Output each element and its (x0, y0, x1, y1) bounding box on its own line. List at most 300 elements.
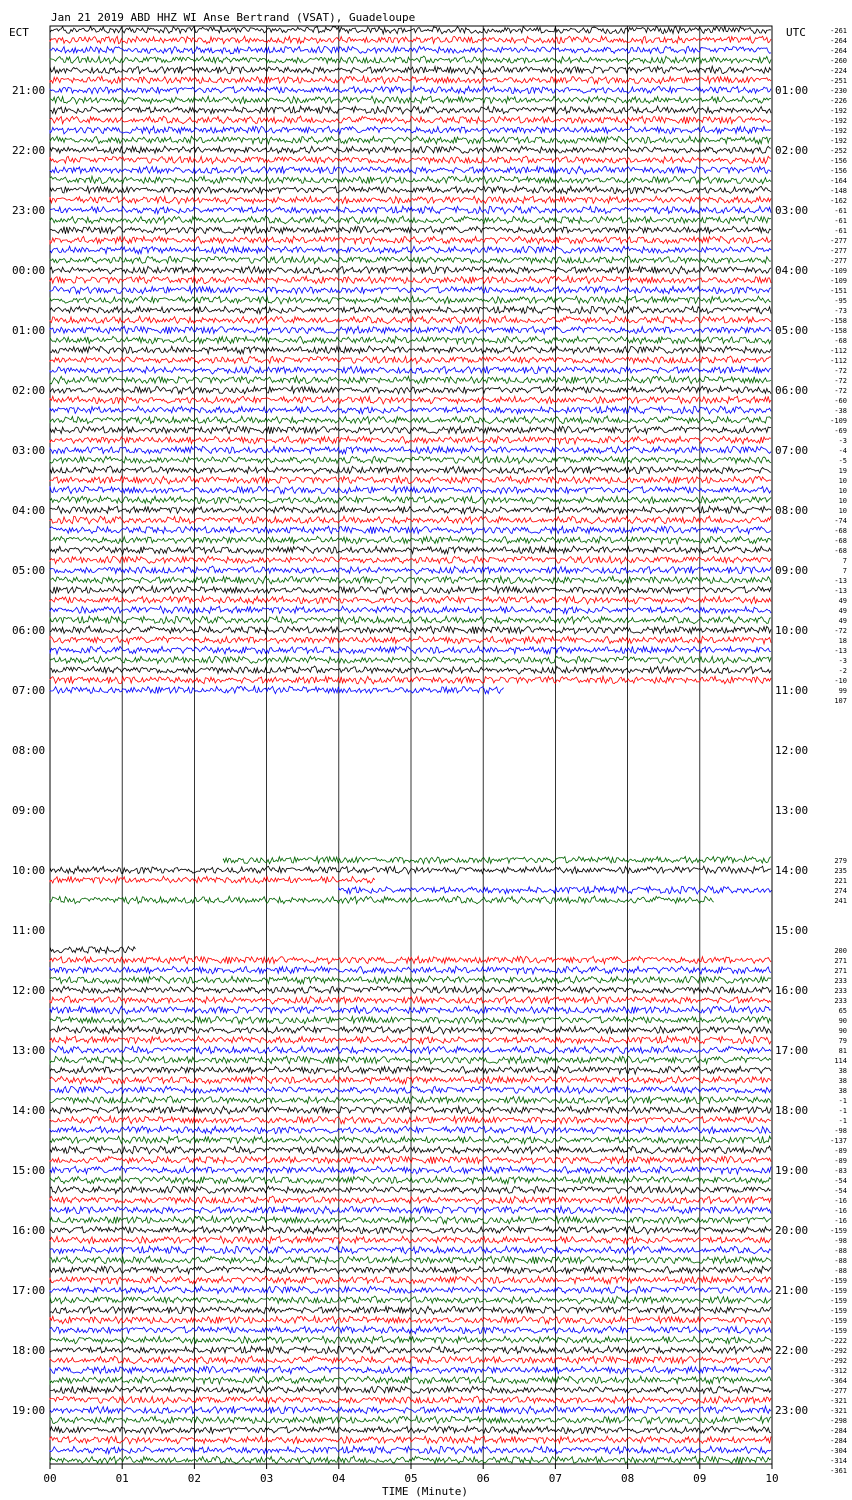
trace-line-118 (50, 1206, 771, 1214)
trace-line-93 (50, 956, 771, 964)
offset-label: 79 (838, 1037, 847, 1045)
offset-label: -264 (830, 37, 847, 45)
ect-hour-label: 05:00 (12, 564, 46, 577)
offset-label: -159 (830, 1317, 847, 1325)
trace-line-11 (50, 136, 771, 144)
trace-line-126 (50, 1286, 771, 1293)
offset-label: -321 (830, 1397, 847, 1405)
offset-label: -73 (834, 307, 847, 315)
trace-line-121 (50, 1236, 771, 1244)
offset-label: -60 (834, 397, 847, 405)
offset-label: -151 (830, 287, 847, 295)
offset-label: -277 (830, 247, 847, 255)
ect-hour-label: 21:00 (12, 84, 46, 97)
ect-hour-label: 15:00 (12, 1164, 46, 1177)
offset-label: 10 (838, 497, 847, 505)
trace-line-95 (50, 976, 771, 984)
right-axis-header: UTC (786, 26, 806, 39)
trace-line-130 (50, 1326, 771, 1334)
offset-label: 81 (838, 1047, 847, 1055)
offset-label: -109 (830, 417, 847, 425)
trace-line-13 (50, 156, 771, 164)
trace-line-135 (50, 1376, 771, 1384)
trace-line-116 (50, 1186, 771, 1193)
offset-label: -361 (830, 1467, 847, 1475)
utc-hour-label: 10:00 (775, 624, 809, 637)
offset-label: -159 (830, 1297, 847, 1305)
offset-label: -16 (834, 1197, 847, 1205)
trace-line-87 (50, 896, 714, 904)
ect-hour-label: 19:00 (12, 1404, 46, 1417)
trace-line-31 (50, 336, 771, 344)
utc-hour-label: 19:00 (775, 1164, 809, 1177)
offset-label: -1 (838, 1117, 847, 1125)
trace-line-110 (50, 1126, 771, 1134)
utc-hour-label: 22:00 (775, 1344, 809, 1357)
offset-label: -312 (830, 1367, 847, 1375)
ect-hour-label: 16:00 (12, 1224, 46, 1237)
offset-label: -4 (838, 447, 847, 455)
trace-line-97 (50, 996, 771, 1004)
offset-label: -54 (834, 1177, 847, 1185)
offset-label: -159 (830, 1307, 847, 1315)
ect-hour-label: 04:00 (12, 504, 46, 517)
ect-hour-label: 12:00 (12, 984, 46, 997)
trace-line-54 (50, 566, 771, 574)
trace-line-39 (50, 416, 771, 424)
trace-line-105 (50, 1076, 771, 1084)
trace-line-104 (50, 1066, 771, 1074)
offset-label: -61 (834, 227, 847, 235)
trace-line-140 (50, 1426, 771, 1433)
trace-line-48 (50, 506, 771, 514)
offset-label: 274 (834, 887, 847, 895)
trace-line-114 (50, 1166, 771, 1174)
offset-label: 221 (834, 877, 847, 885)
offset-label: 65 (838, 1007, 847, 1015)
trace-line-113 (50, 1156, 771, 1164)
x-tick-label: 06 (476, 1472, 490, 1485)
utc-hour-label: 04:00 (775, 264, 809, 277)
x-tick-label: 09 (693, 1472, 707, 1485)
trace-line-102 (50, 1046, 771, 1054)
utc-hour-label: 17:00 (775, 1044, 809, 1057)
offset-label: -159 (830, 1287, 847, 1295)
chart-title: Jan 21 2019 ABD HHZ WI Anse Bertrand (VSAT), Guadeloupe (51, 11, 416, 24)
ect-hour-label: 11:00 (12, 924, 46, 937)
trace-line-120 (50, 1226, 771, 1234)
ect-hour-label: 08:00 (12, 744, 46, 757)
offset-label: 233 (834, 977, 847, 985)
offset-label: -159 (830, 1227, 847, 1235)
offset-label: -1 (838, 1097, 847, 1105)
trace-line-37 (50, 396, 771, 404)
ect-hour-label: 18:00 (12, 1344, 46, 1357)
offset-label: -164 (830, 177, 847, 185)
offset-label: 38 (838, 1077, 847, 1085)
trace-line-30 (50, 326, 771, 334)
offset-label: -222 (830, 1337, 847, 1345)
offset-label: 10 (838, 477, 847, 485)
offset-label: -156 (830, 157, 847, 165)
offset-label: -314 (830, 1457, 847, 1465)
trace-line-19 (50, 216, 771, 224)
offset-label: -292 (830, 1357, 847, 1365)
trace-line-109 (50, 1116, 771, 1124)
utc-hour-label: 02:00 (775, 144, 809, 157)
trace-line-84 (50, 866, 771, 874)
trace-line-65 (50, 676, 771, 684)
trace-line-111 (50, 1136, 771, 1144)
offset-label: 7 (842, 567, 847, 575)
trace-line-128 (50, 1306, 771, 1314)
trace-line-2 (50, 46, 771, 54)
trace-line-131 (50, 1336, 771, 1344)
utc-hour-label: 23:00 (775, 1404, 809, 1417)
x-tick-label: 08 (620, 1472, 635, 1485)
trace-line-136 (50, 1386, 771, 1394)
trace-line-53 (50, 556, 771, 563)
trace-line-132 (50, 1346, 771, 1354)
offset-label: -109 (830, 277, 847, 285)
x-tick-label: 10 (765, 1472, 779, 1485)
offset-label: -284 (830, 1437, 847, 1445)
trace-line-43 (50, 456, 771, 463)
offset-label: -284 (830, 1427, 847, 1435)
trace-line-62 (50, 646, 771, 654)
trace-line-45 (50, 476, 771, 484)
ect-hour-label: 00:00 (12, 264, 46, 277)
offset-label: -13 (834, 577, 847, 585)
utc-hour-label: 21:00 (775, 1284, 809, 1297)
offset-label: -13 (834, 587, 847, 595)
offset-label: 241 (834, 897, 847, 905)
trace-line-20 (50, 226, 771, 234)
trace-line-32 (50, 346, 771, 354)
utc-hour-label: 18:00 (775, 1104, 809, 1117)
ect-hour-labels (12, 84, 45, 1417)
offset-label: -148 (830, 187, 847, 195)
x-tick-label: 07 (548, 1472, 563, 1485)
trace-line-4 (50, 66, 771, 74)
offset-label: -292 (830, 1347, 847, 1355)
offset-label: -156 (830, 167, 847, 175)
trace-line-99 (50, 1016, 771, 1023)
utc-hour-label: 05:00 (775, 324, 809, 337)
trace-line-56 (50, 586, 771, 594)
trace-line-63 (50, 656, 771, 663)
ect-hour-label: 07:00 (12, 684, 46, 697)
trace-line-5 (50, 76, 771, 84)
offset-label: -112 (830, 357, 847, 365)
offset-label: -192 (830, 127, 847, 135)
offset-label: 271 (834, 967, 847, 975)
offset-label: -3 (838, 437, 847, 445)
offset-label: 90 (838, 1017, 847, 1025)
offset-label: -277 (830, 1387, 847, 1395)
offset-label: -61 (834, 217, 847, 225)
offset-label: -68 (834, 527, 847, 535)
trace-line-123 (50, 1256, 771, 1264)
trace-line-40 (50, 426, 771, 434)
trace-line-127 (50, 1296, 771, 1304)
x-axis-ticks (43, 1464, 778, 1485)
trace-line-55 (50, 576, 771, 584)
trace-offset-labels (830, 27, 847, 1475)
ect-hour-label: 14:00 (12, 1104, 46, 1117)
trace-line-66 (50, 686, 504, 694)
trace-line-1 (50, 36, 771, 44)
trace-line-83 (223, 856, 770, 863)
offset-label: -260 (830, 57, 847, 65)
trace-line-10 (50, 126, 771, 134)
trace-line-35 (50, 376, 771, 384)
offset-label: -364 (830, 1377, 847, 1385)
offset-label: -69 (834, 427, 847, 435)
x-tick-label: 05 (404, 1472, 418, 1485)
trace-line-141 (50, 1436, 771, 1444)
offset-label: -95 (834, 297, 847, 305)
left-axis-header: ECT (9, 26, 29, 39)
trace-line-0 (50, 26, 771, 34)
offset-label: -89 (834, 1157, 847, 1165)
offset-label: 49 (838, 607, 847, 615)
trace-line-134 (50, 1366, 771, 1374)
offset-label: -192 (830, 107, 847, 115)
trace-line-143 (50, 1456, 771, 1464)
offset-label: -74 (834, 517, 847, 525)
utc-hour-label: 03:00 (775, 204, 809, 217)
offset-label: 99 (838, 687, 847, 695)
offset-label: -261 (830, 27, 847, 35)
trace-line-112 (50, 1146, 771, 1154)
offset-label: 10 (838, 507, 847, 515)
trace-line-23 (50, 256, 771, 264)
utc-hour-label: 16:00 (775, 984, 809, 997)
trace-line-117 (50, 1196, 771, 1204)
trace-line-33 (50, 356, 771, 364)
offset-label: -68 (834, 547, 847, 555)
offset-label: 38 (838, 1067, 847, 1075)
offset-label: -5 (838, 457, 847, 465)
trace-line-60 (50, 626, 771, 634)
offset-label: 7 (842, 557, 847, 565)
offset-label: 10 (838, 487, 847, 495)
trace-line-8 (50, 106, 771, 114)
trace-line-26 (50, 286, 771, 293)
trace-line-12 (50, 146, 771, 154)
trace-line-21 (50, 236, 771, 244)
offset-label: -72 (834, 387, 847, 395)
offset-label: -264 (830, 47, 847, 55)
trace-line-9 (50, 116, 771, 124)
trace-line-18 (50, 206, 771, 214)
offset-label: -137 (830, 1137, 847, 1145)
offset-label: 107 (834, 697, 847, 705)
utc-hour-label: 20:00 (775, 1224, 809, 1237)
trace-line-29 (50, 316, 771, 324)
x-tick-label: 01 (115, 1472, 129, 1485)
ect-hour-label: 01:00 (12, 324, 46, 337)
offset-label: -61 (834, 207, 847, 215)
offset-label: 49 (838, 597, 847, 605)
ect-hour-label: 13:00 (12, 1044, 46, 1057)
ect-hour-label: 17:00 (12, 1284, 46, 1297)
trace-line-50 (50, 526, 771, 534)
offset-label: -3 (838, 657, 847, 665)
trace-line-85 (50, 876, 375, 883)
offset-label: -10 (834, 677, 847, 685)
trace-line-17 (50, 196, 771, 204)
offset-label: -83 (834, 1167, 847, 1175)
trace-line-137 (50, 1396, 771, 1404)
offset-label: -68 (834, 537, 847, 545)
ect-hour-label: 02:00 (12, 384, 46, 397)
trace-line-42 (50, 446, 771, 454)
ect-hour-label: 23:00 (12, 204, 46, 217)
trace-line-125 (50, 1276, 771, 1284)
trace-line-61 (50, 636, 771, 644)
trace-line-47 (50, 496, 771, 504)
offset-label: -16 (834, 1207, 847, 1215)
trace-line-107 (50, 1096, 771, 1104)
offset-label: -109 (830, 267, 847, 275)
utc-hour-label: 12:00 (775, 744, 809, 757)
utc-hour-label: 14:00 (775, 864, 809, 877)
trace-line-22 (50, 246, 771, 254)
trace-line-142 (50, 1446, 771, 1454)
trace-line-57 (50, 596, 771, 604)
trace-line-28 (50, 306, 771, 314)
offset-label: -277 (830, 237, 847, 245)
offset-label: 114 (834, 1057, 847, 1065)
offset-label: -88 (834, 1267, 847, 1275)
offset-label: -88 (834, 1247, 847, 1255)
x-tick-label: 04 (332, 1472, 346, 1485)
trace-line-58 (50, 606, 771, 614)
offset-label: 200 (834, 947, 847, 955)
trace-line-44 (50, 466, 771, 474)
trace-line-124 (50, 1266, 771, 1274)
utc-hour-label: 13:00 (775, 804, 809, 817)
offset-label: 90 (838, 1027, 847, 1035)
offset-label: -72 (834, 627, 847, 635)
offset-label: -192 (830, 137, 847, 145)
trace-line-46 (50, 486, 771, 494)
x-tick-label: 00 (43, 1472, 57, 1485)
x-tick-label: 02 (187, 1472, 202, 1485)
offset-label: 271 (834, 957, 847, 965)
utc-hour-label: 06:00 (775, 384, 809, 397)
trace-line-106 (50, 1086, 771, 1093)
trace-line-41 (50, 436, 771, 444)
offset-label: -72 (834, 367, 847, 375)
offset-label: 235 (834, 867, 847, 875)
offset-label: -98 (834, 1127, 847, 1135)
trace-line-101 (50, 1036, 771, 1044)
offset-label: -251 (830, 77, 847, 85)
trace-line-38 (50, 406, 771, 414)
offset-label: -88 (834, 1257, 847, 1265)
trace-line-139 (50, 1416, 771, 1424)
utc-hour-label: 08:00 (775, 504, 809, 517)
offset-label: -192 (830, 117, 847, 125)
trace-line-59 (50, 616, 771, 624)
trace-line-7 (50, 96, 771, 104)
x-tick-label: 03 (259, 1472, 274, 1485)
trace-line-103 (50, 1056, 771, 1064)
trace-line-64 (50, 666, 771, 674)
trace-line-96 (50, 986, 771, 993)
x-axis-label: TIME (Minute) (381, 1485, 469, 1498)
trace-line-49 (50, 516, 771, 524)
offset-label: 233 (834, 987, 847, 995)
trace-line-122 (50, 1246, 771, 1254)
offset-label: -277 (830, 257, 847, 265)
offset-label: -304 (830, 1447, 847, 1455)
offset-label: 19 (838, 467, 847, 475)
trace-line-16 (50, 186, 771, 193)
offset-label: -162 (830, 197, 847, 205)
utc-hour-label: 15:00 (775, 924, 809, 937)
trace-line-98 (50, 1006, 771, 1014)
offset-label: 233 (834, 997, 847, 1005)
offset-label: -226 (830, 97, 847, 105)
utc-hour-label: 01:00 (775, 84, 809, 97)
trace-line-108 (50, 1106, 771, 1114)
offset-label: -112 (830, 347, 847, 355)
offset-label: -224 (830, 67, 847, 75)
trace-line-115 (50, 1176, 771, 1184)
offset-label: 18 (838, 637, 847, 645)
offset-label: -230 (830, 87, 847, 95)
trace-line-25 (50, 276, 771, 284)
offset-label: -158 (830, 327, 847, 335)
utc-hour-label: 07:00 (775, 444, 809, 457)
offset-label: 49 (838, 617, 847, 625)
utc-hour-label: 11:00 (775, 684, 809, 697)
utc-hour-label: 09:00 (775, 564, 809, 577)
trace-line-138 (50, 1406, 771, 1414)
trace-line-119 (50, 1216, 771, 1224)
offset-label: -13 (834, 647, 847, 655)
trace-line-15 (50, 176, 771, 184)
offset-label: -68 (834, 337, 847, 345)
trace-line-100 (50, 1026, 771, 1034)
ect-hour-label: 06:00 (12, 624, 46, 637)
trace-line-34 (50, 366, 771, 374)
offset-label: 38 (838, 1087, 847, 1095)
offset-label: -89 (834, 1147, 847, 1155)
offset-label: -54 (834, 1187, 847, 1195)
ect-hour-label: 09:00 (12, 804, 46, 817)
offset-label: -298 (830, 1417, 847, 1425)
trace-line-129 (50, 1316, 771, 1324)
ect-hour-label: 03:00 (12, 444, 46, 457)
trace-line-133 (50, 1356, 771, 1364)
offset-label: -2 (838, 667, 847, 675)
trace-line-24 (50, 266, 771, 274)
offset-label: -321 (830, 1407, 847, 1415)
trace-line-52 (50, 546, 771, 554)
offset-label: -72 (834, 377, 847, 385)
trace-line-94 (50, 966, 771, 974)
trace-line-36 (50, 386, 771, 393)
trace-line-6 (50, 86, 771, 93)
trace-line-3 (50, 56, 771, 64)
trace-line-51 (50, 536, 771, 544)
trace-line-14 (50, 166, 771, 174)
